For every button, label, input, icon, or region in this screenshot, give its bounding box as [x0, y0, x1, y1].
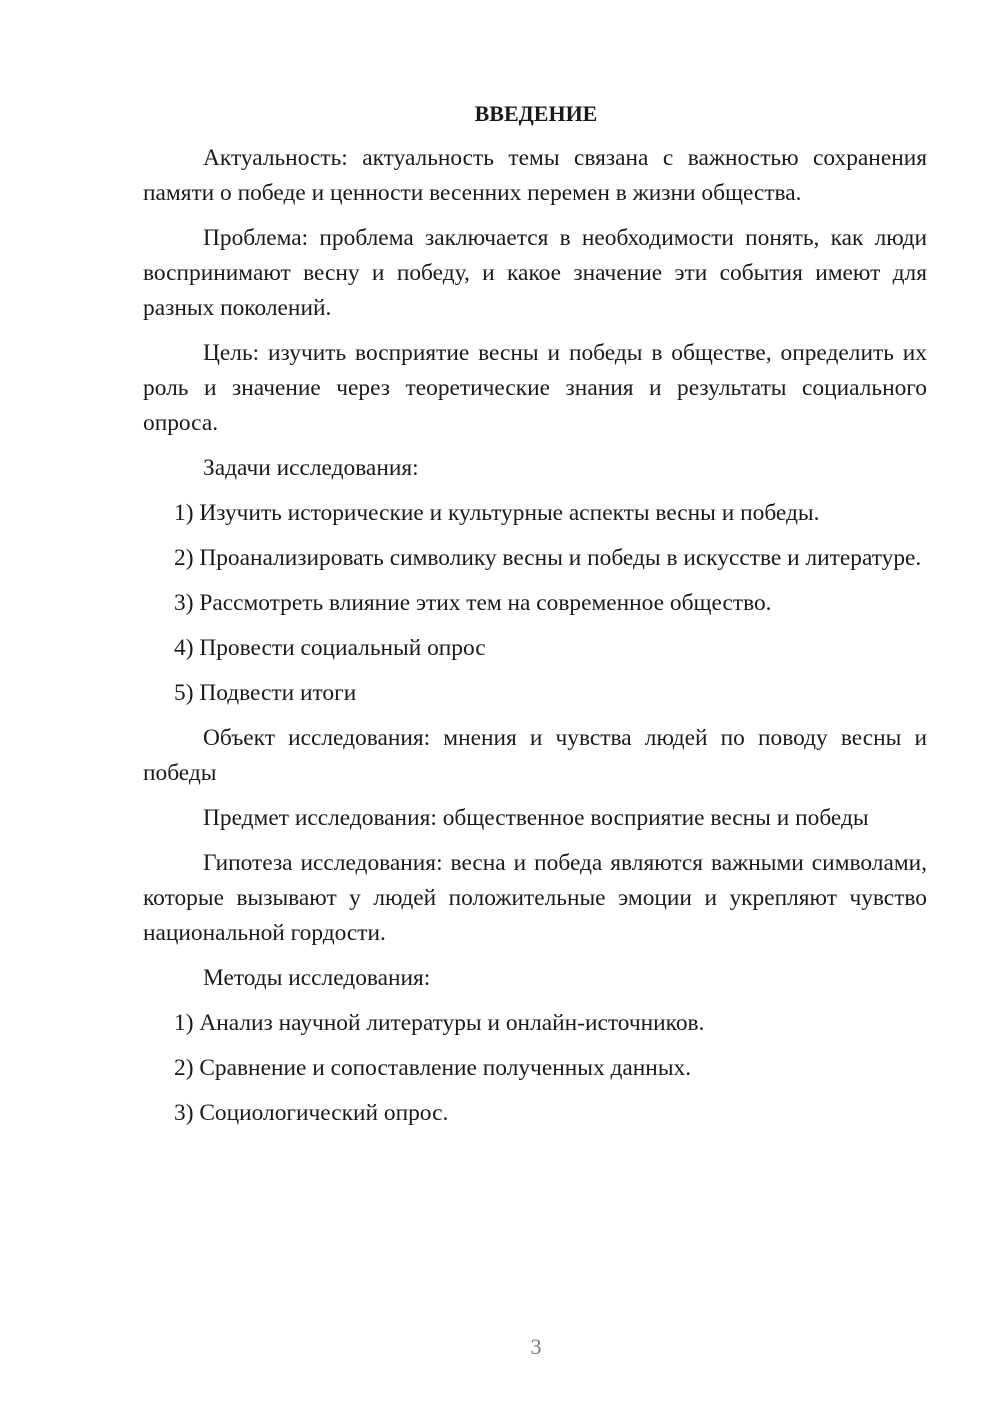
task-item: 1) Изучить исторические и культурные аспекты весны и победы. [174, 500, 820, 526]
subject-paragraph: Предмет исследования: общественное восприятие весны и победы [203, 805, 869, 831]
method-item: 2) Сравнение и сопоставление полученных данных. [174, 1055, 692, 1081]
method-item: 3) Социологический опрос. [174, 1100, 449, 1126]
object-paragraph: Объект исследования: мнения и чувства людей по поводу весны и победы [143, 725, 927, 786]
task-item: 5) Подвести итоги [174, 680, 357, 706]
relevance-paragraph: Актуальность: актуальность темы связана с важностью сохранения памяти о победе и ценности весенних перемен в жизни общества. [143, 145, 927, 206]
page-title: ВВЕДЕНИЕ [474, 101, 598, 126]
tasks-heading: Задачи исследования: [203, 455, 419, 481]
document-body [143, 96, 927, 1141]
methods-heading: Методы исследования: [203, 965, 431, 991]
goal-paragraph: Цель: изучить восприятие весны и победы в обществе, определить их роль и значение через теоретические знания и результаты социального опроса. [143, 340, 927, 436]
task-item: 3) Рассмотреть влияние этих тем на современное общество. [174, 590, 772, 616]
page-number: 3 [530, 1334, 542, 1359]
task-item: 4) Провести социальный опрос [174, 635, 486, 661]
method-item: 1) Анализ научной литературы и онлайн-источников. [174, 1010, 705, 1036]
problem-paragraph: Проблема: проблема заключается в необходимости понять, как люди воспринимают весну и победу, и какое значение эти события имеют для разных поколений. [143, 225, 927, 321]
task-item: 2) Проанализировать символику весны и победы в искусстве и литературе. [174, 545, 922, 571]
hypothesis-paragraph: Гипотеза исследования: весна и победа являются важными символами, которые вызывают у людей положительные эмоции и укрепляют чувство национальной гордости. [143, 850, 927, 946]
